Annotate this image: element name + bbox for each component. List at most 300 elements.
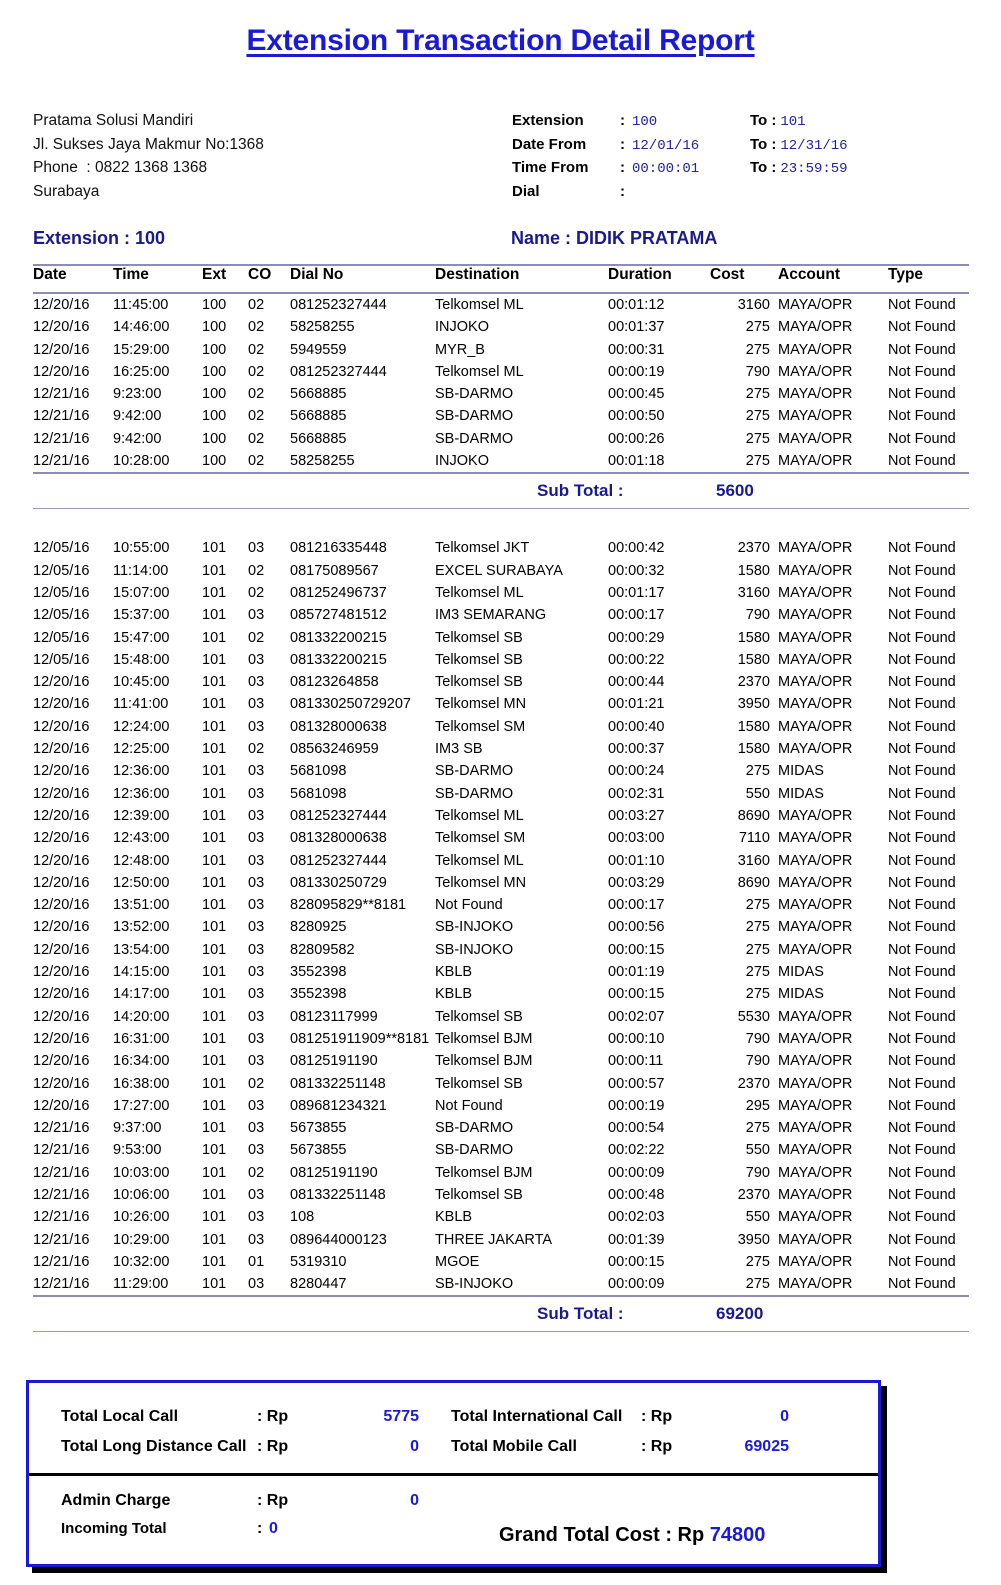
cell-ext: 101 — [202, 584, 227, 601]
total-long-distance-call-label: Total Long Distance Call — [61, 1438, 247, 1455]
subtotal-bottom-rule — [33, 1331, 969, 1332]
cell-co: 03 — [248, 941, 265, 958]
cell-type: Not Found — [888, 1008, 956, 1025]
cell-cost: 275 — [745, 986, 770, 1003]
cell-dial-no: 5668885 — [290, 430, 347, 447]
cell-ext: 101 — [202, 830, 227, 847]
cell-co: 02 — [248, 741, 265, 758]
cell-account: MAYA/OPR — [778, 540, 853, 557]
cell-time: 9:53:00 — [113, 1142, 162, 1159]
cell-destination: INJOKO — [435, 453, 489, 470]
cell-duration: 00:02:03 — [608, 1209, 665, 1226]
summary-bottom-section — [29, 1476, 878, 1564]
cell-type: Not Found — [888, 696, 956, 713]
column-header-time: Time — [113, 266, 149, 283]
cell-ext: 101 — [202, 1164, 227, 1181]
cell-duration: 00:01:19 — [608, 964, 665, 981]
extension-name-label: Name : — [511, 228, 572, 248]
cell-type: Not Found — [888, 651, 956, 668]
cell-cost: 275 — [745, 408, 770, 425]
cell-ext: 101 — [202, 986, 227, 1003]
cell-dial-no: 08125191190 — [290, 1164, 378, 1181]
cell-time: 9:42:00 — [113, 430, 162, 447]
cell-duration: 00:00:15 — [608, 1253, 665, 1270]
table-row — [33, 560, 983, 582]
cell-destination: Telkomsel SB — [435, 1008, 523, 1025]
cell-co: 03 — [248, 785, 265, 802]
cell-dial-no: 081216335448 — [290, 540, 387, 557]
cell-cost: 1580 — [737, 629, 770, 646]
table-row — [33, 1273, 983, 1295]
total-local-call-label: Total Local Call — [61, 1408, 179, 1425]
cell-time: 14:17:00 — [113, 986, 170, 1003]
incoming-total-label: Incoming Total — [61, 1520, 167, 1537]
cell-cost: 550 — [745, 1209, 770, 1226]
cell-type: Not Found — [888, 1186, 956, 1203]
cell-dial-no: 8280447 — [290, 1276, 347, 1293]
cell-dial-no: 081330250729207 — [290, 696, 411, 713]
cell-time: 10:26:00 — [113, 1209, 170, 1226]
cell-account: MIDAS — [778, 785, 824, 802]
cell-date: 12/20/16 — [33, 986, 90, 1003]
cell-cost: 3160 — [737, 297, 770, 313]
cell-destination: SB-DARMO — [435, 1142, 514, 1159]
transaction-blocks — [33, 294, 969, 1332]
cell-date: 12/21/16 — [33, 408, 90, 425]
cell-time: 14:20:00 — [113, 1008, 170, 1025]
param-time-from-colon: : — [620, 159, 625, 176]
cell-destination: IM3 SB — [435, 741, 483, 758]
cell-account: MAYA/OPR — [778, 852, 853, 869]
cell-date: 12/20/16 — [33, 964, 90, 981]
cell-dial-no: 08123117999 — [290, 1008, 378, 1025]
cell-duration: 00:00:24 — [608, 763, 665, 780]
subtotal-label: Sub Total : — [537, 1304, 624, 1324]
cell-account: MAYA/OPR — [778, 874, 853, 891]
cell-ext: 100 — [202, 386, 227, 403]
table-row — [33, 428, 983, 450]
cell-duration: 00:00:32 — [608, 562, 665, 579]
cell-cost: 3950 — [737, 1231, 770, 1248]
cell-date: 12/20/16 — [33, 718, 90, 735]
cell-cost: 275 — [745, 964, 770, 981]
cell-destination: Telkomsel SB — [435, 651, 523, 668]
cell-duration: 00:00:19 — [608, 1097, 665, 1114]
cell-account: MAYA/OPR — [778, 807, 853, 824]
cell-type: Not Found — [888, 607, 956, 624]
cell-cost: 3950 — [737, 696, 770, 713]
cell-account: MAYA/OPR — [778, 1030, 853, 1047]
cell-ext: 101 — [202, 763, 227, 780]
cell-date: 12/20/16 — [33, 363, 90, 380]
table-row — [33, 383, 983, 405]
cell-date: 12/05/16 — [33, 562, 90, 579]
cell-account: MAYA/OPR — [778, 363, 853, 380]
cell-co: 03 — [248, 763, 265, 780]
column-header-duration: Duration — [608, 266, 672, 283]
cell-duration: 00:01:18 — [608, 453, 665, 470]
subtotal-value: 69200 — [716, 1304, 764, 1324]
param-extension-to-value: 101 — [780, 114, 806, 130]
cell-account: MAYA/OPR — [778, 1053, 853, 1070]
table-row — [33, 716, 983, 738]
cell-ext: 101 — [202, 674, 227, 691]
cell-duration: 00:00:45 — [608, 386, 665, 403]
cell-account: MAYA/OPR — [778, 674, 853, 691]
cell-duration: 00:02:07 — [608, 1008, 665, 1025]
cell-destination: Telkomsel BJM — [435, 1053, 533, 1070]
cell-destination: SB-DARMO — [435, 1120, 514, 1137]
cell-time: 9:42:00 — [113, 408, 162, 425]
table-row — [33, 361, 983, 383]
cell-account: MAYA/OPR — [778, 1008, 853, 1025]
cell-type: Not Found — [888, 408, 956, 425]
param-date-from-value: 12/01/16 — [632, 137, 700, 154]
table-row — [33, 604, 983, 626]
cell-ext: 101 — [202, 1209, 227, 1226]
cell-co: 03 — [248, 718, 265, 735]
incoming-total-colon: : — [257, 1520, 263, 1537]
cell-ext: 100 — [202, 297, 227, 313]
column-header-account: Account — [778, 266, 840, 283]
transaction-rows — [33, 537, 983, 1295]
cell-dial-no: 08123264858 — [290, 674, 379, 691]
cell-ext: 101 — [202, 897, 227, 914]
cell-date: 12/20/16 — [33, 1097, 90, 1114]
cell-type: Not Found — [888, 1164, 956, 1181]
cell-account: MIDAS — [778, 763, 824, 780]
cell-duration: 00:01:37 — [608, 319, 665, 336]
subtotal-row — [33, 474, 969, 508]
cell-date: 12/21/16 — [33, 386, 90, 403]
cell-ext: 101 — [202, 874, 227, 891]
cell-dial-no: 081252327444 — [290, 807, 387, 824]
cell-type: Not Found — [888, 1097, 956, 1114]
cell-type: Not Found — [888, 874, 956, 891]
cell-dial-no: 3552398 — [290, 964, 347, 981]
summary-top-section — [29, 1383, 878, 1476]
total-local-call-value: 5775 — [383, 1408, 419, 1425]
cell-duration: 00:03:00 — [608, 830, 665, 847]
extension-owner — [511, 228, 717, 249]
transaction-block-table — [33, 294, 983, 472]
cell-time: 13:51:00 — [113, 897, 170, 914]
cell-co: 03 — [248, 1120, 265, 1137]
cell-type: Not Found — [888, 1075, 956, 1092]
total-mobile-call-label: Total Mobile Call — [451, 1438, 577, 1455]
cell-account: MAYA/OPR — [778, 1186, 853, 1203]
cell-account: MIDAS — [778, 986, 824, 1003]
cell-account: MAYA/OPR — [778, 941, 853, 958]
table-row — [33, 649, 983, 671]
cell-co: 02 — [248, 363, 265, 380]
cell-co: 03 — [248, 1276, 265, 1293]
table-row — [33, 537, 983, 559]
cell-time: 16:38:00 — [113, 1075, 170, 1092]
cell-ext: 101 — [202, 941, 227, 958]
cell-co: 03 — [248, 540, 265, 557]
cell-co: 03 — [248, 696, 265, 713]
cell-date: 12/21/16 — [33, 453, 90, 470]
report-parameters — [512, 109, 848, 203]
cell-co: 02 — [248, 408, 265, 425]
param-date-from — [512, 133, 848, 157]
cell-account: MAYA/OPR — [778, 830, 853, 847]
cell-destination: SB-DARMO — [435, 386, 514, 403]
cell-co: 03 — [248, 1030, 265, 1047]
cell-destination: Telkomsel ML — [435, 363, 524, 380]
cell-cost: 275 — [745, 319, 770, 336]
cell-dial-no: 58258255 — [290, 319, 355, 336]
cell-duration: 00:00:44 — [608, 674, 665, 691]
cell-type: Not Found — [888, 1142, 956, 1159]
cell-ext: 101 — [202, 629, 227, 646]
cell-type: Not Found — [888, 1053, 956, 1070]
cell-time: 17:27:00 — [113, 1097, 170, 1114]
cell-cost: 275 — [745, 341, 770, 358]
cell-time: 9:37:00 — [113, 1120, 162, 1137]
subtotal-label: Sub Total : — [537, 481, 624, 501]
param-extension — [512, 109, 848, 133]
cell-type: Not Found — [888, 763, 956, 780]
cell-duration: 00:00:50 — [608, 408, 665, 425]
cell-cost: 2370 — [737, 1186, 770, 1203]
table-row — [33, 872, 983, 894]
param-extension-label: Extension — [512, 112, 584, 129]
page-title: Extension Transaction Detail Report — [246, 24, 755, 57]
cell-dial-no: 08175089567 — [290, 562, 379, 579]
cell-ext: 101 — [202, 1142, 227, 1159]
cell-account: MIDAS — [778, 964, 824, 981]
cell-destination: Telkomsel MN — [435, 874, 527, 891]
cell-ext: 101 — [202, 1097, 227, 1114]
cell-account: MAYA/OPR — [778, 386, 853, 403]
cell-duration: 00:01:10 — [608, 852, 665, 869]
cell-dial-no: 82809582 — [290, 941, 355, 958]
table-row — [33, 405, 983, 427]
cell-type: Not Found — [888, 1276, 956, 1293]
cell-dial-no: 081332251148 — [290, 1075, 386, 1092]
cell-dial-no: 081328000638 — [290, 718, 387, 735]
cell-destination: INJOKO — [435, 319, 489, 336]
cell-date: 12/21/16 — [33, 430, 90, 447]
cell-duration: 00:00:57 — [608, 1075, 665, 1092]
cell-dial-no: 5668885 — [290, 408, 347, 425]
cell-type: Not Found — [888, 1231, 956, 1248]
admin-charge-value: 0 — [410, 1492, 419, 1509]
cell-account: MAYA/OPR — [778, 453, 853, 470]
cell-co: 03 — [248, 986, 265, 1003]
cell-ext: 101 — [202, 1075, 227, 1092]
cell-dial-no: 5673855 — [290, 1142, 347, 1159]
cell-destination: Not Found — [435, 897, 503, 914]
cell-duration: 00:02:22 — [608, 1142, 665, 1159]
cell-co: 02 — [248, 629, 265, 646]
total-international-call-label: Total International Call — [451, 1408, 623, 1425]
cell-co: 03 — [248, 1142, 265, 1159]
company-address: Jl. Sukses Jaya Makmur No:1368 — [33, 135, 264, 153]
total-long-distance-call-value: 0 — [410, 1438, 419, 1455]
cell-duration: 00:00:37 — [608, 741, 665, 758]
cell-cost: 790 — [745, 363, 770, 380]
cell-destination: Telkomsel BJM — [435, 1030, 533, 1047]
cell-time: 16:25:00 — [113, 363, 170, 380]
table-row — [33, 939, 983, 961]
cell-date: 12/05/16 — [33, 629, 90, 646]
cell-cost: 295 — [745, 1097, 770, 1114]
table-row — [33, 582, 983, 604]
cell-account: MAYA/OPR — [778, 1164, 853, 1181]
param-time-from — [512, 156, 848, 180]
cell-type: Not Found — [888, 785, 956, 802]
cell-ext: 100 — [202, 453, 227, 470]
cell-ext: 100 — [202, 319, 227, 336]
table-row — [33, 671, 983, 693]
param-time-to-label: To : — [750, 159, 777, 176]
cell-duration: 00:00:15 — [608, 986, 665, 1003]
transaction-block-table — [33, 537, 983, 1295]
cell-type: Not Found — [888, 453, 956, 470]
cell-duration: 00:00:15 — [608, 941, 665, 958]
grand-total-rp: : Rp — [665, 1524, 705, 1546]
cell-account: MAYA/OPR — [778, 319, 853, 336]
cell-account: MAYA/OPR — [778, 718, 853, 735]
cell-type: Not Found — [888, 674, 956, 691]
cell-date: 12/20/16 — [33, 874, 90, 891]
param-time-from-label: Time From — [512, 159, 589, 176]
admin-charge-rp: : Rp — [257, 1492, 289, 1509]
cell-duration: 00:00:09 — [608, 1164, 665, 1181]
cell-account: MAYA/OPR — [778, 696, 853, 713]
cell-destination: Telkomsel MN — [435, 696, 527, 713]
cell-account: MAYA/OPR — [778, 1097, 853, 1114]
table-header-row — [33, 266, 983, 292]
cell-destination: KBLB — [435, 1209, 473, 1226]
cell-date: 12/21/16 — [33, 1231, 90, 1248]
cell-co: 03 — [248, 1209, 265, 1226]
cell-time: 16:31:00 — [113, 1030, 170, 1047]
table-row — [33, 827, 983, 849]
cell-dial-no: 081251911909**8181 — [290, 1030, 430, 1047]
cell-cost: 275 — [745, 1120, 770, 1137]
cell-ext: 101 — [202, 607, 227, 624]
cell-date: 12/20/16 — [33, 1053, 90, 1070]
cell-destination: Telkomsel BJM — [435, 1164, 533, 1181]
cell-time: 15:07:00 — [113, 584, 170, 601]
cell-date: 12/20/16 — [33, 297, 90, 313]
cell-destination: Telkomsel ML — [435, 852, 524, 869]
cell-date: 12/20/16 — [33, 696, 90, 713]
cell-cost: 1580 — [737, 718, 770, 735]
cell-destination: SB-INJOKO — [435, 1276, 514, 1293]
param-time-to-value: 23:59:59 — [780, 161, 848, 177]
cell-account: MAYA/OPR — [778, 562, 853, 579]
cell-dial-no: 828095829**8181 — [290, 897, 407, 914]
cell-destination: SB-DARMO — [435, 763, 514, 780]
cell-cost: 3160 — [737, 852, 770, 869]
cell-co: 02 — [248, 584, 265, 601]
cell-time: 10:45:00 — [113, 674, 170, 691]
cell-type: Not Found — [888, 629, 956, 646]
cell-time: 10:06:00 — [113, 1186, 170, 1203]
cell-dial-no: 081252327444 — [290, 297, 387, 313]
cell-date: 12/20/16 — [33, 741, 90, 758]
transactions-area — [33, 264, 969, 1332]
cell-duration: 00:02:31 — [608, 785, 665, 802]
cell-type: Not Found — [888, 319, 956, 336]
cell-type: Not Found — [888, 964, 956, 981]
cell-date: 12/20/16 — [33, 1030, 90, 1047]
cell-cost: 790 — [745, 1164, 770, 1181]
cell-cost: 550 — [745, 785, 770, 802]
cell-date: 12/20/16 — [33, 897, 90, 914]
cell-ext: 101 — [202, 1120, 227, 1137]
cell-duration: 00:00:56 — [608, 919, 665, 936]
table-row — [33, 1184, 983, 1206]
cell-type: Not Found — [888, 297, 956, 313]
cell-destination: SB-DARMO — [435, 430, 514, 447]
cell-duration: 00:00:11 — [608, 1053, 664, 1070]
cell-ext: 101 — [202, 807, 227, 824]
cell-account: MAYA/OPR — [778, 607, 853, 624]
cell-dial-no: 081252327444 — [290, 363, 387, 380]
cell-date: 12/20/16 — [33, 807, 90, 824]
admin-charge-label: Admin Charge — [61, 1492, 171, 1509]
cell-ext: 101 — [202, 1231, 227, 1248]
cell-dial-no: 089681234321 — [290, 1097, 387, 1114]
cell-destination: Telkomsel ML — [435, 807, 524, 824]
cell-destination: Telkomsel ML — [435, 584, 524, 601]
cell-co: 03 — [248, 651, 265, 668]
cell-type: Not Found — [888, 584, 956, 601]
cell-dial-no: 081332200215 — [290, 629, 387, 646]
param-date-from-label: Date From — [512, 135, 587, 153]
cell-type: Not Found — [888, 341, 956, 358]
cell-account: MAYA/OPR — [778, 1231, 853, 1248]
table-row — [33, 693, 983, 715]
table-row — [33, 1006, 983, 1028]
cell-account: MAYA/OPR — [778, 1120, 853, 1137]
cell-time: 15:47:00 — [113, 629, 170, 646]
cell-time: 11:45:00 — [113, 297, 169, 313]
cell-time: 15:48:00 — [113, 651, 170, 668]
param-extension-to-label: To : — [750, 112, 777, 129]
column-header-co: CO — [248, 266, 272, 283]
transaction-block — [33, 294, 969, 537]
cell-destination: Telkomsel SB — [435, 674, 523, 691]
cell-time: 11:14:00 — [113, 562, 169, 579]
column-header-destination: Destination — [435, 266, 520, 283]
cell-date: 12/20/16 — [33, 785, 90, 802]
cell-time: 12:39:00 — [113, 807, 170, 824]
table-row — [33, 783, 983, 805]
cell-time: 9:23:00 — [113, 386, 162, 403]
cell-destination: Telkomsel SM — [435, 830, 526, 847]
cell-ext: 100 — [202, 341, 227, 358]
cell-type: Not Found — [888, 386, 956, 403]
cell-duration: 00:00:10 — [608, 1030, 665, 1047]
cell-co: 03 — [248, 830, 265, 847]
cell-co: 02 — [248, 319, 265, 336]
table-row — [33, 805, 983, 827]
table-row — [33, 894, 983, 916]
cell-account: MAYA/OPR — [778, 430, 853, 447]
total-mobile-call-rp: : Rp — [641, 1438, 673, 1455]
cell-account: MAYA/OPR — [778, 919, 853, 936]
cell-co: 02 — [248, 1075, 265, 1092]
cell-time: 12:48:00 — [113, 852, 170, 869]
cell-cost: 550 — [745, 1142, 770, 1159]
